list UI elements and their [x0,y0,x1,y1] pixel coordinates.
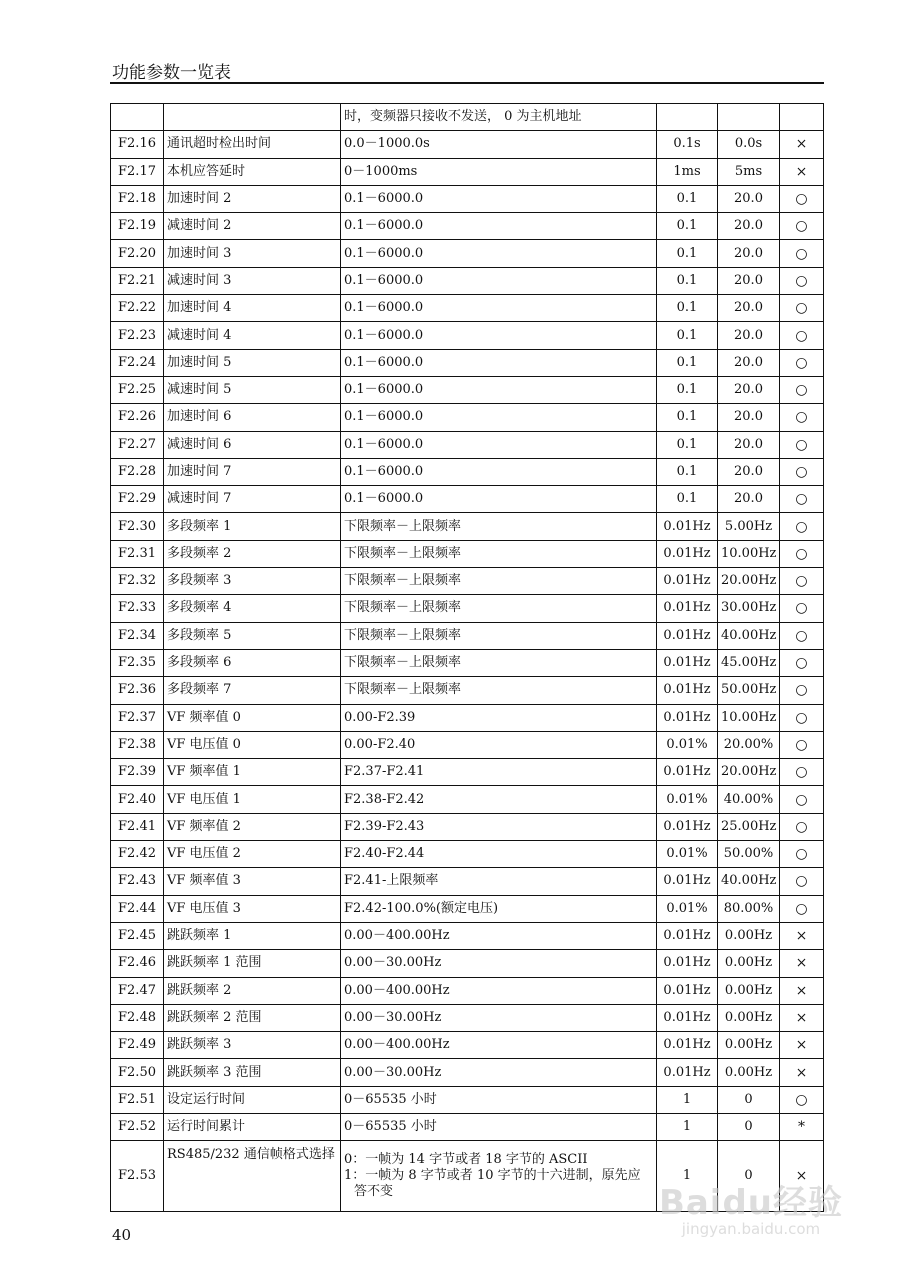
cell-range: 0.1－6000.0 [341,458,657,485]
table-row [111,1113,824,1140]
cell-code: F2.53 [111,1141,164,1212]
cell-name: 多段频率 4 [164,595,341,622]
cell-unit: 0.01Hz [657,1059,718,1086]
cell-code: F2.18 [111,185,164,212]
cell-modify: ○ [780,1086,824,1113]
cell-range: 0.0－1000.0s [341,131,657,158]
cell-unit: 0.1 [657,267,718,294]
cell-modify: ○ [780,213,824,240]
cell-range: 0.1－6000.0 [341,376,657,403]
cell-default: 20.0 [718,185,780,212]
cell-unit: 0.01Hz [657,704,718,731]
table-row [111,267,824,294]
table-row [111,376,824,403]
cell-range: 0.1－6000.0 [341,404,657,431]
table-row [111,513,824,540]
cell-name: 加速时间 7 [164,458,341,485]
cell-code: F2.39 [111,759,164,786]
cell-unit: 0.01Hz [657,977,718,1004]
cell-name: VF 频率值 3 [164,868,341,895]
table-row [111,922,824,949]
cell-range: F2.39-F2.43 [341,813,657,840]
cell-range: 0.00－400.00Hz [341,922,657,949]
cell-name: VF 电压值 3 [164,895,341,922]
cell-range: 下限频率－上限频率 [341,595,657,622]
cell-range: 0.1－6000.0 [341,185,657,212]
cell-unit: 1 [657,1141,718,1212]
cell-name: 跳跃频率 1 范围 [164,950,341,977]
cell-modify: ○ [780,540,824,567]
cell-range: 0－65535 小时 [341,1113,657,1140]
cell-unit: 0.1 [657,404,718,431]
cell-default: 50.00Hz [718,677,780,704]
cell-range: 时，变频器只接收不发送， 0 为主机地址 [341,104,657,131]
cell-unit: 0.01Hz [657,759,718,786]
cell-name: 减速时间 5 [164,376,341,403]
cell-default: 20.0 [718,486,780,513]
range-line-2: 1：一帧为 8 字节或者 10 字节的十六进制，原先应答不变 [344,1168,641,1200]
table-row [111,950,824,977]
cell-name: 多段频率 3 [164,568,341,595]
cell-modify: ○ [780,895,824,922]
cell-range: F2.38-F2.42 [341,786,657,813]
cell-name: 跳跃频率 3 [164,1032,341,1059]
cell-default: 80.00% [718,895,780,922]
cell-modify: × [780,1059,824,1086]
cell-modify: × [780,950,824,977]
cell-name: VF 电压值 0 [164,731,341,758]
cell-code: F2.43 [111,868,164,895]
cell-default: 5.00Hz [718,513,780,540]
cell-unit: 1 [657,1086,718,1113]
table-row [111,240,824,267]
cell-modify: ○ [780,349,824,376]
cell-range: 0.1－6000.0 [341,295,657,322]
cell-unit: 0.01Hz [657,868,718,895]
cell-code: F2.34 [111,622,164,649]
cell-default: 0.0s [718,131,780,158]
cell-code: F2.27 [111,431,164,458]
watermark-url: jingyan.baidu.com [681,1220,821,1238]
cell-name: 加速时间 5 [164,349,341,376]
cell-range: 0.1－6000.0 [341,322,657,349]
cell-default: 45.00Hz [718,649,780,676]
cell-code: F2.51 [111,1086,164,1113]
cell-code: F2.40 [111,786,164,813]
cell-name: 通讯超时检出时间 [164,131,341,158]
cell-range [341,1141,657,1212]
cell-default: 20.0 [718,431,780,458]
cell-name: 多段频率 2 [164,540,341,567]
cell-range: 0.00－30.00Hz [341,950,657,977]
cell-code: F2.47 [111,977,164,1004]
cell-default: 20.00Hz [718,759,780,786]
cell-default: 20.00Hz [718,568,780,595]
cell-default: 0.00Hz [718,977,780,1004]
cell-modify: ○ [780,813,824,840]
cell-modify: ○ [780,731,824,758]
cell-default: 0 [718,1141,780,1212]
table-row [111,895,824,922]
cell-range: F2.40-F2.44 [341,841,657,868]
watermark-brand: Baidu经验 [658,1183,843,1223]
cell-modify: ○ [780,568,824,595]
cell-default: 20.0 [718,458,780,485]
cell-default: 20.0 [718,267,780,294]
cell-code: F2.38 [111,731,164,758]
cell-range: 0.1－6000.0 [341,213,657,240]
cell-code: F2.48 [111,1004,164,1031]
cell-unit: 0.01Hz [657,677,718,704]
table-row [111,759,824,786]
cell-unit: 1 [657,1113,718,1140]
cell-modify: ○ [780,185,824,212]
cell-modify: ○ [780,622,824,649]
cell-default: 20.00% [718,731,780,758]
table-row [111,813,824,840]
cell-modify: ○ [780,704,824,731]
cell-name: 加速时间 2 [164,185,341,212]
cell-range: 0.1－6000.0 [341,240,657,267]
table-row [111,349,824,376]
table-row [111,977,824,1004]
cell-name: 运行时间累计 [164,1113,341,1140]
cell-name: 跳跃频率 2 [164,977,341,1004]
cell-code: F2.19 [111,213,164,240]
cell-code: F2.17 [111,158,164,185]
cell-unit: 0.01% [657,895,718,922]
cell-default: 20.0 [718,376,780,403]
cell-default: 0.00Hz [718,1032,780,1059]
cell-default: 50.00% [718,841,780,868]
table-row [111,1032,824,1059]
cell-range: 下限频率－上限频率 [341,540,657,567]
cell-range: 0－65535 小时 [341,1086,657,1113]
table-row [111,458,824,485]
cell-default: 5ms [718,158,780,185]
table-row [111,486,824,513]
cell-name: 减速时间 2 [164,213,341,240]
cell-code: F2.50 [111,1059,164,1086]
cell-code: F2.32 [111,568,164,595]
cell-default: 40.00% [718,786,780,813]
cell-unit [657,104,718,131]
cell-code: F2.22 [111,295,164,322]
cell-code: F2.37 [111,704,164,731]
cell-modify: × [780,1004,824,1031]
cell-range: 下限频率－上限频率 [341,622,657,649]
cell-unit: 1ms [657,158,718,185]
cell-modify: ○ [780,376,824,403]
cell-code: F2.20 [111,240,164,267]
cell-default: 0 [718,1086,780,1113]
cell-name: 加速时间 3 [164,240,341,267]
cell-range: 0－1000ms [341,158,657,185]
cell-code: F2.46 [111,950,164,977]
cell-code: F2.29 [111,486,164,513]
header-rule [110,82,824,84]
cell-unit: 0.1 [657,486,718,513]
cell-default: 0.00Hz [718,922,780,949]
cell-range: 0.00－400.00Hz [341,977,657,1004]
cell-code: F2.33 [111,595,164,622]
page-number: 40 [112,1226,132,1244]
cell-range: 0.00－30.00Hz [341,1059,657,1086]
table-row [111,622,824,649]
cell-modify: ○ [780,595,824,622]
cell-code: F2.28 [111,458,164,485]
cell-name: 多段频率 7 [164,677,341,704]
cell-name [164,104,341,131]
cell-name: VF 频率值 2 [164,813,341,840]
cell-code: F2.36 [111,677,164,704]
cell-code: F2.52 [111,1113,164,1140]
cell-modify: ○ [780,267,824,294]
cell-unit: 0.1s [657,131,718,158]
cell-unit: 0.1 [657,295,718,322]
cell-modify: × [780,1032,824,1059]
cell-range: 0.1－6000.0 [341,486,657,513]
cell-default: 20.0 [718,404,780,431]
cell-modify: ○ [780,677,824,704]
cell-default: 20.0 [718,240,780,267]
table-row [111,431,824,458]
cell-unit: 0.01Hz [657,568,718,595]
cell-name: 设定运行时间 [164,1086,341,1113]
cell-modify [780,104,824,131]
cell-default: 20.0 [718,322,780,349]
cell-range: F2.37-F2.41 [341,759,657,786]
cell-modify: ○ [780,649,824,676]
cell-code: F2.49 [111,1032,164,1059]
cell-code: F2.35 [111,649,164,676]
table-row [111,1004,824,1031]
table-row [111,704,824,731]
cell-range: 下限频率－上限频率 [341,649,657,676]
cell-modify: × [780,922,824,949]
table-row [111,568,824,595]
cell-default: 0.00Hz [718,950,780,977]
cell-range: 0.00-F2.39 [341,704,657,731]
table-row [111,731,824,758]
table-row [111,1086,824,1113]
cell-code: F2.30 [111,513,164,540]
cell-modify: ○ [780,404,824,431]
cell-default: 10.00Hz [718,704,780,731]
table-row [111,213,824,240]
cell-name: RS485/232 通信帧格式选择 [164,1141,341,1212]
cell-code [111,104,164,131]
cell-default: 0 [718,1113,780,1140]
cell-range: 下限频率－上限频率 [341,568,657,595]
cell-code: F2.23 [111,322,164,349]
table-row [111,1059,824,1086]
cell-range: F2.42-100.0%(额定电压) [341,895,657,922]
cell-unit: 0.1 [657,322,718,349]
cell-name: 跳跃频率 2 范围 [164,1004,341,1031]
cell-modify: * [780,1113,824,1140]
cell-name: 减速时间 6 [164,431,341,458]
cell-default: 10.00Hz [718,540,780,567]
cell-modify: ○ [780,513,824,540]
cell-unit: 0.1 [657,458,718,485]
cell-unit: 0.1 [657,213,718,240]
cell-code: F2.44 [111,895,164,922]
cell-modify: ○ [780,431,824,458]
cell-unit: 0.01Hz [657,540,718,567]
cell-range: F2.41-上限频率 [341,868,657,895]
cell-code: F2.26 [111,404,164,431]
cell-modify: × [780,131,824,158]
cell-code: F2.25 [111,376,164,403]
cell-name: VF 频率值 1 [164,759,341,786]
cell-name: 多段频率 5 [164,622,341,649]
table-row [111,786,824,813]
cell-unit: 0.1 [657,240,718,267]
cell-name: 加速时间 6 [164,404,341,431]
cell-default: 20.0 [718,349,780,376]
table-row [111,131,824,158]
cell-unit: 0.01% [657,786,718,813]
cell-unit: 0.01Hz [657,1004,718,1031]
cell-code: F2.42 [111,841,164,868]
range-line-1: 0：一帧为 14 字节或者 18 字节的 ASCII [344,1152,588,1168]
cell-range: 0.00－30.00Hz [341,1004,657,1031]
cell-default: 40.00Hz [718,868,780,895]
continuation-row [111,104,824,131]
cell-code: F2.24 [111,349,164,376]
cell-default: 20.0 [718,295,780,322]
cell-modify: ○ [780,786,824,813]
cell-unit: 0.01Hz [657,622,718,649]
cell-default: 0.00Hz [718,1059,780,1086]
cell-modify: × [780,158,824,185]
cell-modify: ○ [780,458,824,485]
table-row [111,540,824,567]
cell-unit: 0.01Hz [657,595,718,622]
cell-range: 下限频率－上限频率 [341,513,657,540]
cell-code: F2.16 [111,131,164,158]
cell-unit: 0.01Hz [657,513,718,540]
parameter-table [110,103,824,1212]
cell-name: VF 频率值 0 [164,704,341,731]
cell-modify: ○ [780,486,824,513]
cell-range: 下限频率－上限频率 [341,677,657,704]
cell-default: 0.00Hz [718,1004,780,1031]
cell-unit: 0.01% [657,841,718,868]
cell-code: F2.41 [111,813,164,840]
table-row [111,404,824,431]
table-row [111,295,824,322]
cell-unit: 0.1 [657,431,718,458]
cell-name: VF 电压值 2 [164,841,341,868]
cell-unit: 0.01Hz [657,1032,718,1059]
table-row [111,868,824,895]
cell-default: 40.00Hz [718,622,780,649]
cell-modify: ○ [780,240,824,267]
cell-code: F2.21 [111,267,164,294]
cell-modify: × [780,977,824,1004]
table-row [111,595,824,622]
cell-code: F2.31 [111,540,164,567]
cell-name: 跳跃频率 3 范围 [164,1059,341,1086]
table-row [111,158,824,185]
cell-code: F2.45 [111,922,164,949]
page-header-title: 功能参数一览表 [112,63,231,83]
cell-name: 多段频率 6 [164,649,341,676]
cell-name: 多段频率 1 [164,513,341,540]
cell-modify: ○ [780,322,824,349]
table-row [111,841,824,868]
cell-name: 减速时间 4 [164,322,341,349]
cell-modify: × [780,1141,824,1212]
cell-unit: 0.1 [657,376,718,403]
table-row [111,322,824,349]
cell-range: 0.00－400.00Hz [341,1032,657,1059]
cell-name: 本机应答延时 [164,158,341,185]
table-row [111,649,824,676]
cell-range: 0.1－6000.0 [341,349,657,376]
watermark-logo [659,1175,843,1238]
cell-range: 0.1－6000.0 [341,267,657,294]
cell-unit: 0.1 [657,185,718,212]
cell-unit: 0.01Hz [657,922,718,949]
cell-unit: 0.01Hz [657,813,718,840]
cell-name: 跳跃频率 1 [164,922,341,949]
cell-default: 30.00Hz [718,595,780,622]
cell-default [718,104,780,131]
table-row [111,677,824,704]
cell-default: 20.0 [718,213,780,240]
cell-unit: 0.01Hz [657,649,718,676]
cell-name: VF 电压值 1 [164,786,341,813]
table-row [111,185,824,212]
cell-modify: ○ [780,295,824,322]
cell-name: 减速时间 7 [164,486,341,513]
cell-modify: ○ [780,759,824,786]
cell-unit: 0.1 [657,349,718,376]
cell-default: 25.00Hz [718,813,780,840]
cell-unit: 0.01% [657,731,718,758]
cell-unit: 0.01Hz [657,950,718,977]
cell-range: 0.00-F2.40 [341,731,657,758]
cell-modify: ○ [780,868,824,895]
cell-name: 减速时间 3 [164,267,341,294]
cell-modify: ○ [780,841,824,868]
cell-name: 加速时间 4 [164,295,341,322]
cell-range: 0.1－6000.0 [341,431,657,458]
